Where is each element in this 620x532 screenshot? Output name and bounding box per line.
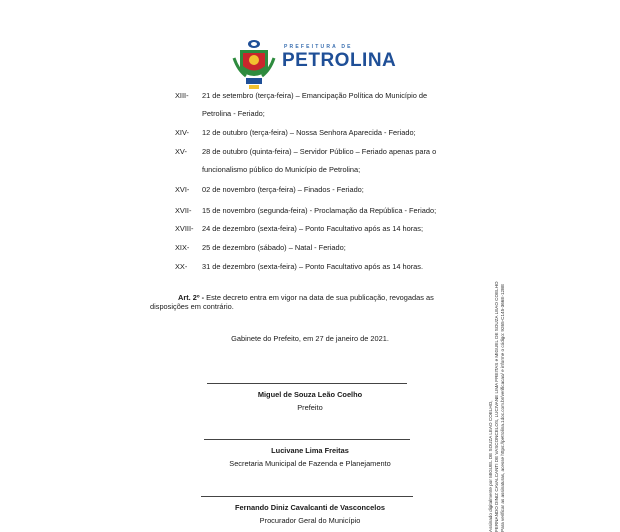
item-text: 25 de dezembro (sábado) – Natal - Feriado;: [202, 243, 346, 252]
signature-line: [204, 439, 410, 440]
date-line: Gabinete do Prefeito, em 27 de janeiro de 2021.: [231, 334, 389, 343]
item-number: XVII-: [175, 206, 192, 215]
article-label: Art. 2º -: [178, 293, 205, 302]
item-text: 24 de dezembro (sexta-feira) – Ponto Facultativo após as 14 horas;: [202, 224, 424, 233]
digital-signature-note: [488, 228, 516, 532]
signatory-name: Lucivane Lima Freitas: [271, 446, 349, 455]
signatory-name: Miguel de Souza Leão Coelho: [257, 390, 363, 399]
coat-of-arms-icon: [232, 36, 282, 94]
item-text: 02 de novembro (terça-feira) – Finados - Feriado;: [202, 185, 364, 194]
article-2: [150, 293, 468, 311]
item-number: XIV-: [175, 128, 189, 137]
brand-subtitle: PREFEITURA DE: [284, 44, 353, 50]
signature-line: [201, 496, 413, 497]
item-text: 31 de dezembro (sexta-feira) – Ponto Facultativo após as 14 horas.: [202, 262, 424, 271]
note-line: Para verificar as assinaturas, acesse https://petrolina.1doc.com.br/verificacao/ e informe o código: 9265-C145-366E-12BE: [500, 283, 505, 532]
brand-title: PETROLINA: [282, 50, 397, 71]
item-number: XX-: [175, 262, 188, 271]
item-text: funcionalismo público do Município de Petrolina;: [202, 165, 361, 174]
item-number: XIX-: [175, 243, 190, 252]
note-line: Assinado digitalmente por MIGUEL DE SOUZA LEAO COELHO,: [488, 400, 493, 532]
signatory-role: Procurador Geral do Município: [259, 516, 361, 525]
item-number: XVI-: [175, 185, 190, 194]
article-text: Este decreto entra em vigor na data de sua publicação, revogadas as disposições em contrário.: [150, 293, 434, 311]
item-text: 28 de outubro (quinta-feira) – Servidor Público – Feriado apenas para o: [202, 147, 437, 156]
item-number: XIII-: [175, 91, 189, 100]
item-text: 21 de setembro (terça-feira) – Emancipação Política do Município de: [202, 91, 428, 100]
item-number: XVIII-: [175, 224, 194, 233]
item-text: 15 de novembro (segunda-feira) - Proclamação da República - Feriado;: [202, 206, 437, 215]
signature-block: [0, 390, 620, 412]
signatory-name: Fernando Diniz Cavalcanti de Vasconcelos: [235, 503, 385, 512]
petrolina-logo: [232, 36, 397, 94]
signature-block: [0, 503, 620, 525]
item-number: XV-: [175, 147, 187, 156]
signatory-role: Secretaria Municipal de Fazenda e Planejamento: [229, 459, 391, 468]
signature-line: [207, 383, 407, 384]
signature-block: [0, 446, 620, 468]
signatory-role: Prefeito: [297, 403, 323, 412]
note-line: FERNANDO DINIZ CAVALCANTI DE VASCONCELOS, LUCIVANE LIMA FREITAS e MIGUEL DE SOUZA LEAO COELHO: [494, 281, 499, 532]
item-text: Petrolina - Feriado;: [202, 109, 265, 118]
item-text: 12 de outubro (terça-feira) – Nossa Senhora Aparecida - Feriado;: [202, 128, 416, 137]
